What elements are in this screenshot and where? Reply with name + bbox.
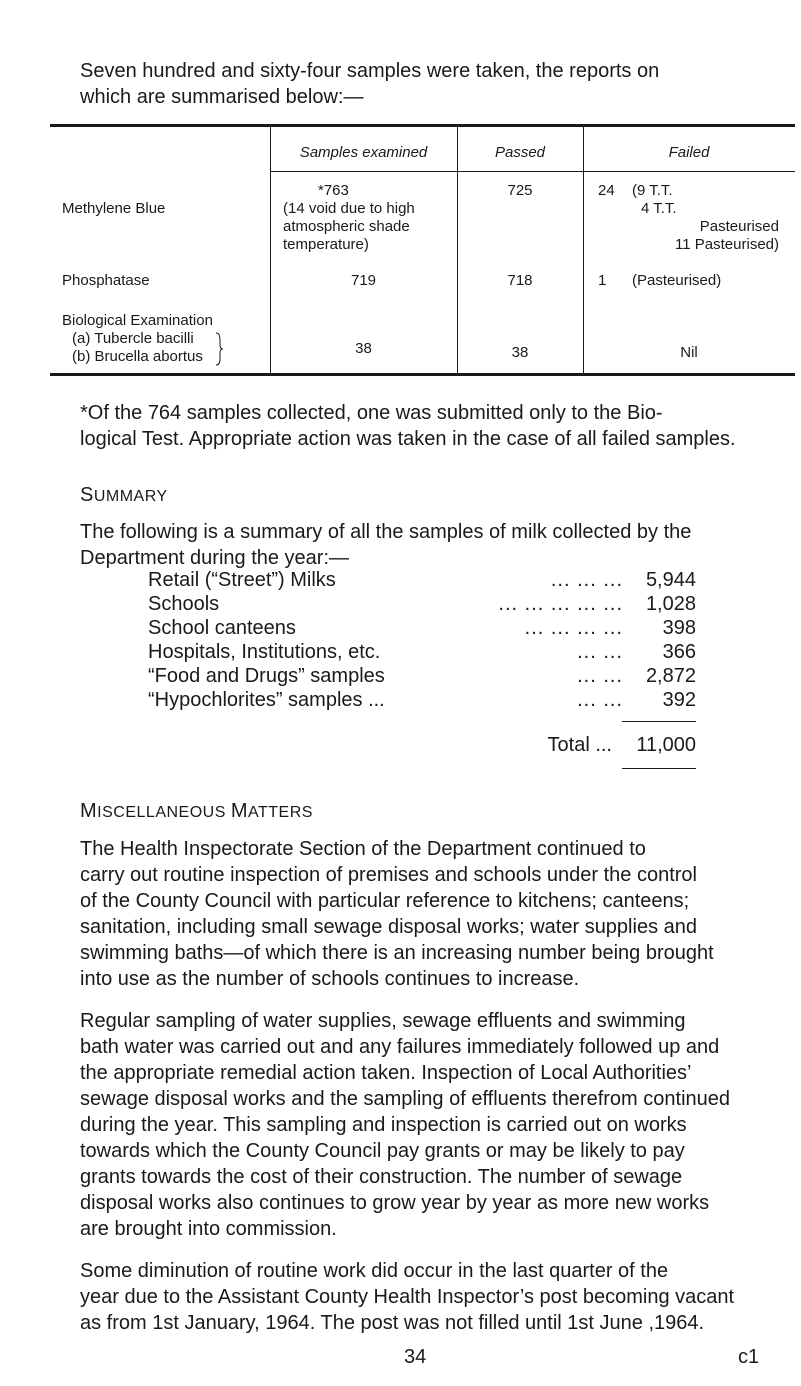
heading-initial: M (230, 800, 248, 822)
intro-line: which are summarised below:— (80, 86, 364, 108)
column-divider (457, 126, 458, 374)
summary-total-value: 11,000 (636, 734, 696, 756)
paragraph-line: sanitation, including small sewage disposal works; water supplies and (80, 916, 697, 938)
paragraph-line: swimming baths—of which there is an increasing number being brought (80, 942, 714, 964)
cell-failed-count-methylene-blue: 24 (598, 182, 615, 199)
header-samples-examined: Samples examined (299, 144, 428, 161)
summary-intro (80, 519, 770, 571)
column-divider (270, 126, 271, 374)
summary-row-label: School canteens (148, 617, 296, 639)
cell-samples-methylene-blue (283, 182, 415, 254)
cell-failed-phosphatase: (Pasteurised) (632, 272, 722, 289)
cell-passed-phosphatase: 718 (507, 272, 533, 289)
footnote-paragraph (80, 400, 770, 452)
signature-mark: c1 (738, 1346, 760, 1368)
summary-row-leader: ... ... ... ... (524, 617, 623, 639)
cell-passed-biological: 38 (511, 344, 529, 361)
summary-intro-line: The following is a summary of all the samples of milk collected by the (80, 521, 692, 543)
cell-failed-biological: Nil (680, 344, 698, 361)
paragraph-line: of the County Council with particular reference to kitchens; canteens; (80, 890, 690, 912)
heading-rest: UMMARY (93, 488, 168, 505)
footnote-line: logical Test. Appropriate action was taken in the case of all failed samples. (80, 428, 736, 450)
summary-row-leader: ... ... (577, 689, 623, 711)
cell-failed-count-phosphatase: 1 (598, 272, 607, 289)
cell-line: (14 void due to high (283, 200, 415, 217)
summary-row-label: “Hypochlorites” samples ... (148, 689, 385, 711)
cell-line: 4 T.T. (641, 200, 677, 217)
misc-paragraph-1 (80, 836, 770, 992)
samples-table (50, 124, 795, 376)
summary-total-row (148, 733, 696, 757)
row-label-biological-examination: Biological Examination (62, 312, 213, 329)
summary-total-label: Total ... (547, 734, 612, 756)
summary-row-leader: ... ... ... ... ... (498, 593, 623, 615)
paragraph-line: year due to the Assistant County Health Inspector’s post becoming vacant (80, 1286, 735, 1308)
paragraph-line: Some diminution of routine work did occur in the last quarter of the (80, 1260, 669, 1282)
cell-line: *763 (318, 182, 349, 199)
paragraph-line: grants towards the cost of their construction. The number of sewage (80, 1166, 683, 1188)
paragraph-line: bath water was carried out and any failures immediately followed up and (80, 1036, 720, 1058)
heading-rest: ATTERS (248, 804, 313, 821)
summary-row-leader: ... ... (577, 641, 623, 663)
footnote-line: *Of the 764 samples collected, one was submitted only to the Bio- (80, 402, 663, 424)
misc-paragraph-3 (80, 1258, 770, 1336)
row-label-methylene-blue: Methylene Blue (62, 200, 166, 217)
summary-row-label: Hospitals, Institutions, etc. (148, 641, 381, 663)
header-passed: Passed (494, 144, 546, 161)
summary-row-label: Retail (“Street”) Milks (148, 569, 336, 591)
intro-paragraph (80, 58, 770, 110)
summary-row (148, 568, 696, 592)
paragraph-line: during the year. This sampling and inspection is carried out on works (80, 1114, 687, 1136)
paragraph-line: towards which the County Council pay grants or may be likely to pay (80, 1140, 685, 1162)
summary-row-leader: ... ... ... (550, 569, 623, 591)
cell-line: (9 T.T. (632, 182, 673, 199)
brace-icon (214, 332, 224, 366)
paragraph-line: sewage disposal works and the sampling of effluents therefrom continued (80, 1088, 731, 1110)
summary-row (148, 640, 696, 664)
column-divider (583, 126, 584, 374)
row-sublabel-brucella-abortus: (b) Brucella abortus (72, 348, 203, 365)
cell-passed-methylene-blue: 725 (507, 182, 533, 199)
paragraph-line: the appropriate remedial action taken. Inspection of Local Authorities’ (80, 1062, 692, 1084)
cell-line: temperature) (283, 236, 369, 253)
paragraph-line: into use as the number of schools continues to increase. (80, 968, 580, 990)
paragraph-line: are brought into commission. (80, 1218, 337, 1240)
table-header-rule (270, 171, 795, 172)
summary-row (148, 616, 696, 640)
summary-heading (80, 484, 168, 507)
summary-row-value: 2,872 (645, 665, 696, 687)
intro-line: Seven hundred and sixty-four samples were taken, the reports on (80, 60, 660, 82)
row-sublabel-tubercle-bacilli: (a) Tubercle bacilli (72, 330, 194, 347)
paragraph-line: carry out routine inspection of premises and schools under the control (80, 864, 698, 886)
table-top-rule (50, 124, 795, 127)
heading-initial: M (80, 800, 98, 822)
summary-row-label: Schools (148, 593, 220, 615)
row-label-phosphatase: Phosphatase (62, 272, 150, 289)
summary-row-value: 5,944 (645, 569, 696, 591)
summary-row (148, 592, 696, 616)
summary-row-value: 1,028 (645, 593, 696, 615)
cell-line: atmospheric shade (283, 218, 410, 235)
summary-row (148, 688, 696, 712)
misc-heading (80, 800, 313, 823)
summary-row-leader: ... ... (577, 665, 623, 687)
paragraph-line: The Health Inspectorate Section of the Department continued to (80, 838, 646, 860)
heading-rest: ISCELLANEOUS (97, 804, 231, 821)
page-number: 34 (404, 1346, 427, 1368)
paragraph-line: Regular sampling of water supplies, sewage effluents and swimming (80, 1010, 686, 1032)
summary-row-value: 366 (662, 641, 696, 663)
paragraph-line: as from 1st January, 1964. The post was not filled until 1st June ,1964. (80, 1312, 705, 1334)
cell-samples-biological: 38 (355, 340, 372, 357)
summary-row-value: 398 (662, 617, 696, 639)
summary-row-label: “Food and Drugs” samples (148, 665, 385, 687)
table-bottom-rule (50, 373, 795, 376)
summary-intro-line: Department during the year:— (80, 547, 350, 569)
total-rule-bottom (622, 768, 696, 769)
cell-samples-phosphatase: 719 (350, 272, 377, 289)
total-rule-top (622, 721, 696, 722)
paragraph-line: disposal works also continues to grow year by year as more new works (80, 1192, 710, 1214)
cell-failed-methylene-blue (632, 182, 779, 254)
summary-row (148, 664, 696, 688)
header-failed: Failed (668, 144, 710, 161)
cell-line: 11 Pasteurised) (675, 236, 779, 253)
summary-row-value: 392 (662, 689, 696, 711)
heading-initial: S (80, 484, 94, 506)
cell-line: Pasteurised (699, 218, 779, 235)
misc-paragraph-2 (80, 1008, 770, 1242)
